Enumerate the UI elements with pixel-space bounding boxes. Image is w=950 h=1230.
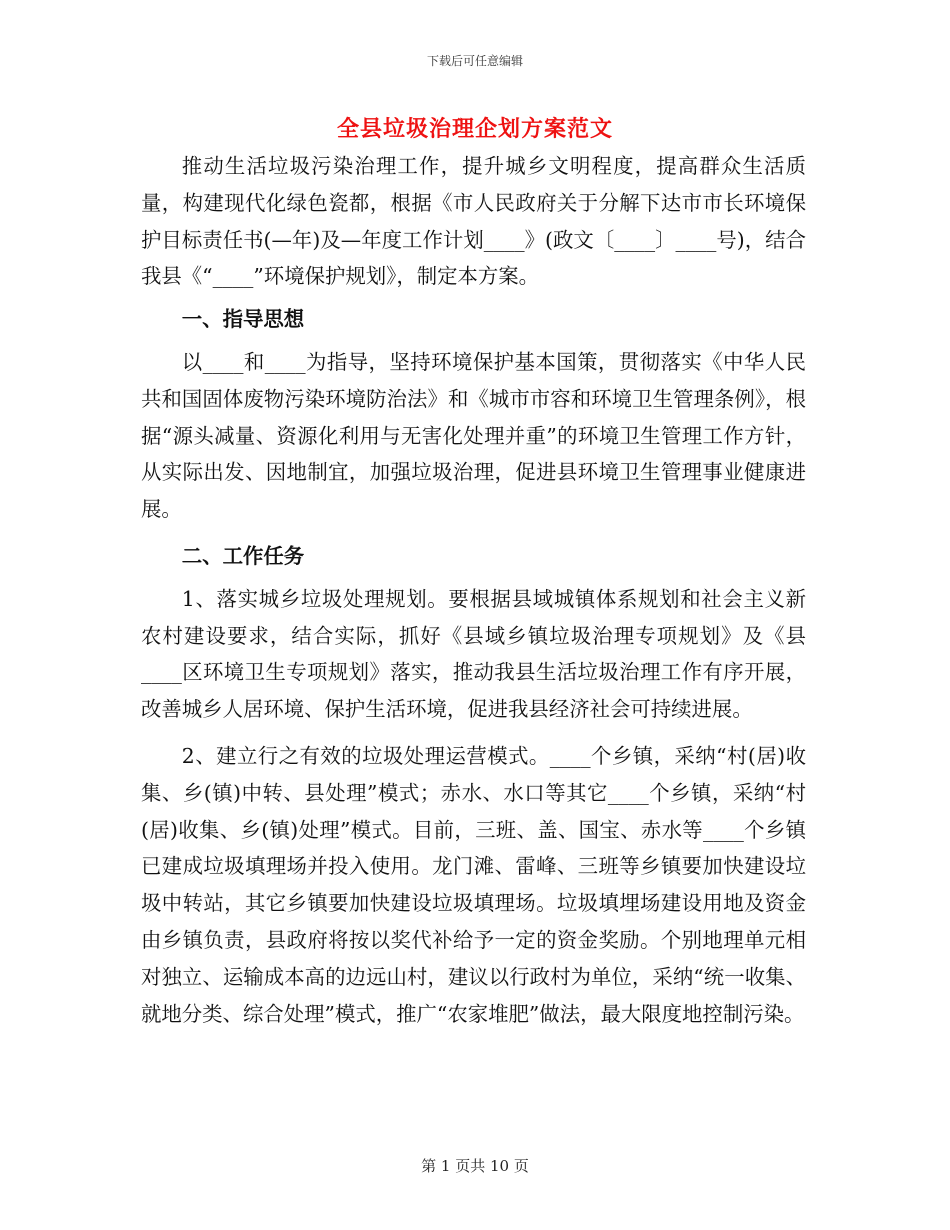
task-2-paragraph: 2、建立行之有效的垃圾处理运营模式。____个乡镇，采纳“村(居)收集、乡(镇)中转、县处理”模式；赤水、水口等其它____个乡镇，采纳“村(居)收集、乡(镇)处理”模式。目前，三班、盖、国宝、赤水等____个乡镇已建成垃圾填理场并投入使用。龙门滩、雷峰、三班等乡镇要加快建设垃圾中转站，其它乡镇要加快建设垃圾填理场。垃圾填埋场建设用地及资金由乡镇负责，县政府将按以奖代补给予一定的资金奖励。个别地理单元相对独立、运输成本高的边远山村，建议以行政村为单位，采纳“统一收集、就地分类、综合处理”模式，推广“农家堆肥”做法，最大限度地控制污染。 [141, 743, 806, 1026]
document-body [141, 148, 806, 1032]
section-heading-work-tasks: 二、工作任务 [181, 543, 305, 568]
section-heading-guiding-ideology: 一、指导思想 [181, 307, 305, 332]
task-1-paragraph: 1、落实城乡垃圾处理规划。要根据县域城镇体系规划和社会主义新农村建设要求，结合实际，抓好《县域乡镇垃圾治理专项规划》及《县____区环境卫生专项规划》落实，推动我县生活垃圾治理工作有序开展，改善城乡人居环境、保护生活环境，促进我县经济社会可持续进展。 [141, 586, 806, 722]
section-1-paragraph: 以____和____为指导，坚持环境保护基本国策，贯彻落实《中华人民共和国固体废物污染环境防治法》和《城市市容和环境卫生管理条例》，根据“源头减量、资源化利用与无害化处理并重”的环境卫生管理工作方针，从实际出发、因地制宜，加强垃圾治理，促进县环境卫生管理事业健康进展。 [141, 349, 806, 522]
document-title: 全县垃圾治理企划方案范文 [336, 117, 613, 142]
header-note: 下载后可任意编辑 [426, 54, 523, 68]
page-number: 第 1 页共 10 页 [421, 1157, 529, 1175]
intro-paragraph: 推动生活垃圾污染治理工作，提升城乡文明程度，提高群众生活质量，构建现代化绿色瓷都，根据《市人民政府关于分解下达市市长环境保护目标责任书(—年)及—年度工作计划____》(政文〔____〕____号)，结合我县《“____”环境保护规划》，制定本方案。 [141, 154, 806, 289]
